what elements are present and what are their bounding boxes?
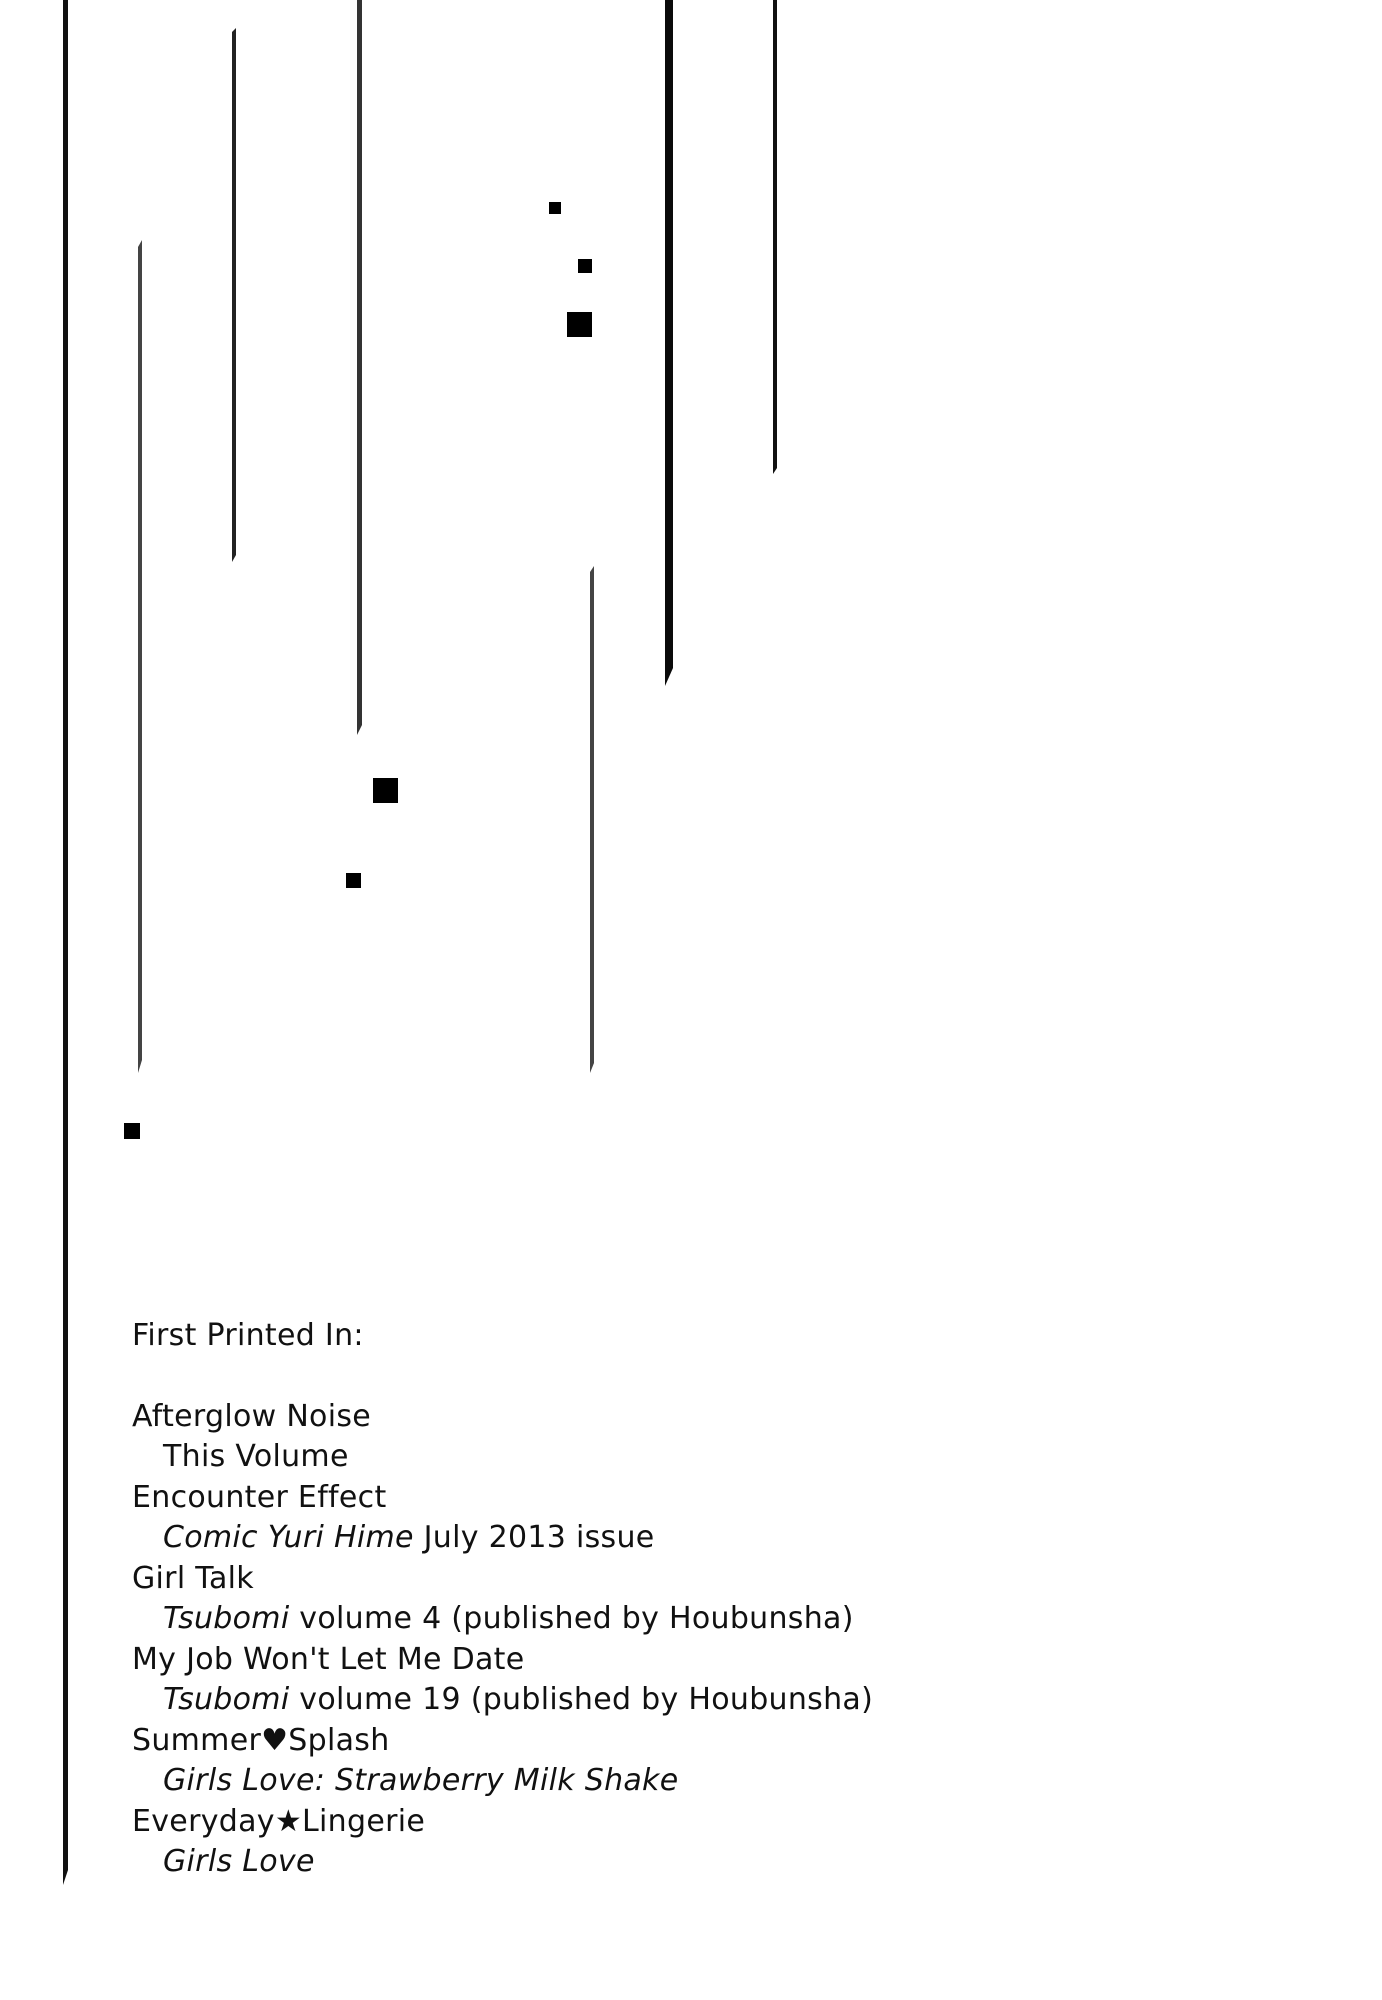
- source-publication: Comic Yuri Hime: [163, 1520, 414, 1555]
- story-title: Encounter Effect: [132, 1479, 387, 1515]
- vertical-rule: [665, 0, 673, 686]
- vertical-rule: [63, 0, 68, 1885]
- credit-entry: [132, 1640, 873, 1721]
- source-publication: Girls Love: [163, 1844, 315, 1879]
- story-source: [132, 1437, 873, 1478]
- story-title: Girl Talk: [132, 1560, 254, 1596]
- credit-entry: [132, 1559, 873, 1640]
- source-publication: Girls Love: Strawberry Milk Shake: [163, 1763, 679, 1798]
- vertical-rule: [590, 566, 594, 1073]
- decorative-square: [373, 778, 398, 803]
- story-source: [132, 1518, 873, 1559]
- first-printed-credits: [132, 1316, 873, 1883]
- credit-entry: [132, 1802, 873, 1883]
- story-source: [132, 1599, 873, 1640]
- vertical-rule: [773, 0, 777, 474]
- credit-entry: [132, 1478, 873, 1559]
- decorative-square: [346, 873, 361, 888]
- source-publication: Tsubomi: [163, 1682, 290, 1717]
- story-title: Everyday★Lingerie: [132, 1803, 426, 1839]
- story-title: Afterglow Noise: [132, 1398, 372, 1434]
- decorative-square: [549, 202, 561, 214]
- source-publication: Tsubomi: [163, 1601, 290, 1636]
- vertical-rule: [138, 240, 142, 1073]
- source-rest: volume 4 (published by Houbunsha): [289, 1601, 854, 1636]
- source-rest: This Volume: [163, 1439, 349, 1474]
- source-rest: volume 19 (published by Houbunsha): [289, 1682, 874, 1717]
- decorative-square: [567, 312, 592, 337]
- credit-entry: [132, 1721, 873, 1802]
- source-rest: July 2013 issue: [413, 1520, 655, 1555]
- story-title: My Job Won't Let Me Date: [132, 1641, 525, 1677]
- credits-heading: First Printed In:: [132, 1318, 364, 1353]
- decorative-square: [124, 1123, 140, 1139]
- vertical-rule: [357, 0, 362, 735]
- credit-entry: [132, 1397, 873, 1478]
- decorative-square: [578, 259, 592, 273]
- story-source: [132, 1680, 873, 1721]
- story-title: Summer♥Splash: [132, 1722, 390, 1758]
- vertical-rule: [232, 28, 236, 562]
- story-source: [132, 1761, 873, 1802]
- story-source: [132, 1842, 873, 1883]
